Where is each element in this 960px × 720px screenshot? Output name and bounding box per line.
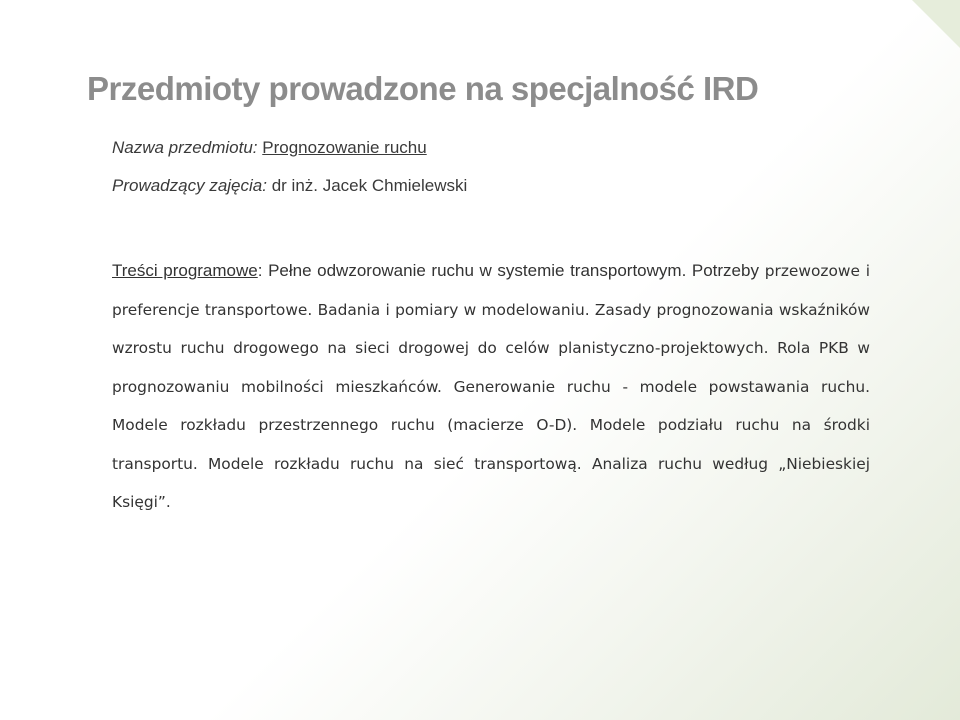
slide-title: Przedmioty prowadzone na specjalność IRD [87,70,759,107]
teacher-label: Prowadzący zajęcia: [112,176,267,195]
teacher-value: dr inż. Jacek Chmielewski [271,176,468,195]
teacher-line [112,176,467,196]
program-content [112,252,870,522]
content-label: Treści programowe [112,261,258,280]
content-text-rest: przewozowe i preferencje transportowe. Badania i pomiary w modelowaniu. Zasady prognozowania wskaźników wzrostu ruchu drogowego na sieci drogowej do celów planistyczno-projektowych. Rola PKB w prognozowaniu mobilności mieszkańców. Generowanie ruchu - modele powstawania ruchu. Modele rozkładu przestrzennego ruchu (macierze O-D). Modele podziału ruchu na środki transportu. Modele rozkładu ruchu na sieć transportową. Analiza ruchu według „Niebieskiej Księgi”. [112,262,870,511]
content-separator: : [257,261,263,280]
subject-value: Prognozowanie ruchu [262,138,427,157]
content-text-first: Pełne odwzorowanie ruchu w systemie transportowym. Potrzeby [262,261,759,280]
subject-line [112,138,427,158]
subject-label: Nazwa przedmiotu: [112,138,258,157]
